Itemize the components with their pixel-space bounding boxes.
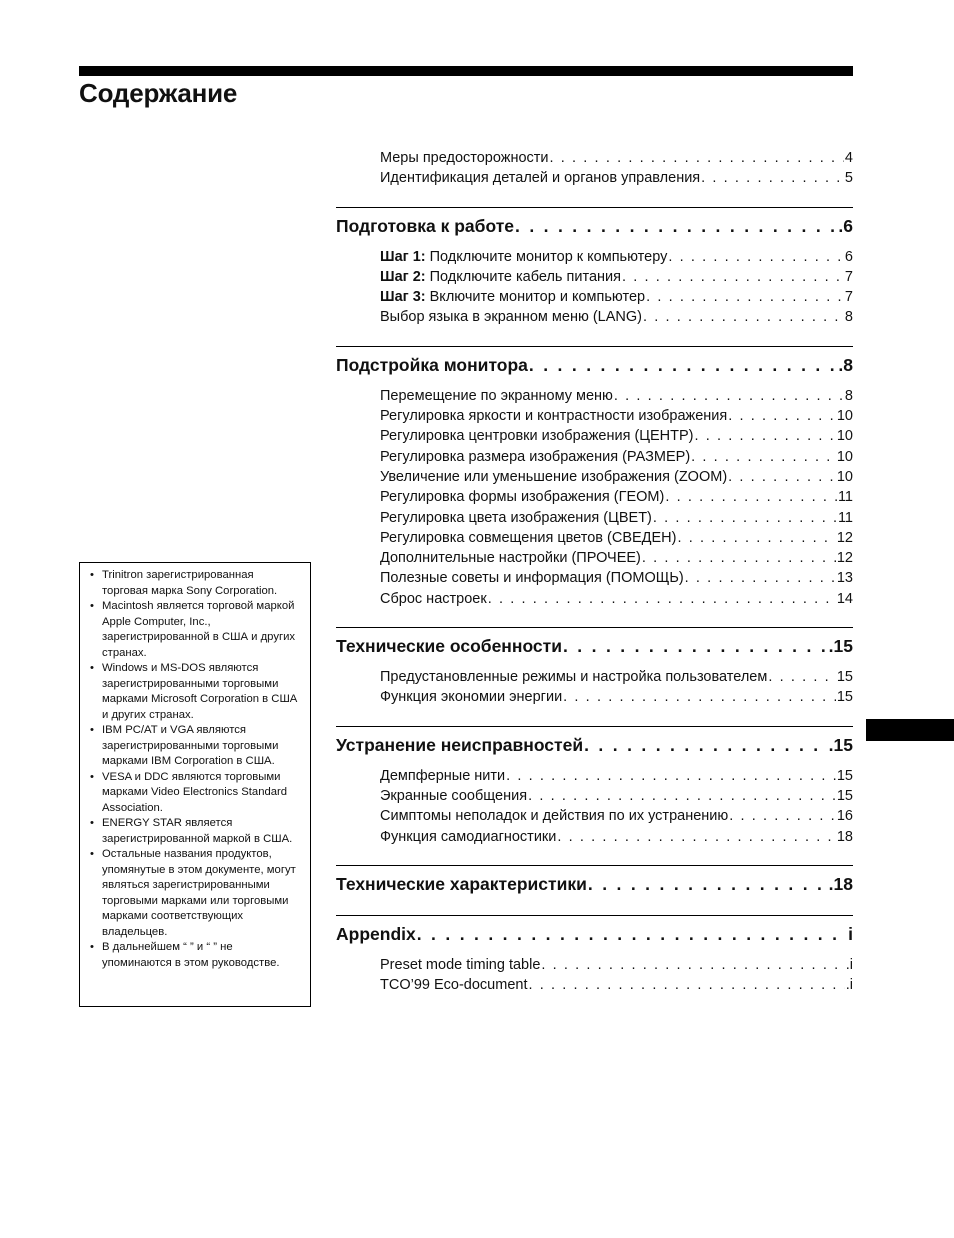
dot-leader xyxy=(729,806,836,826)
toc-entry-label xyxy=(380,487,664,507)
toc-heading-text: Подготовка к работе xyxy=(336,215,515,236)
toc-heading-text: Подстройка монитора xyxy=(336,354,528,375)
toc-entry-text: Меры предосторожности xyxy=(380,150,549,166)
toc-entry-label xyxy=(380,548,641,568)
dot-leader xyxy=(588,871,828,897)
toc-entry-label xyxy=(380,827,556,847)
dot-leader xyxy=(665,487,837,507)
dot-leader xyxy=(506,766,836,786)
toc-entry-label xyxy=(380,467,727,487)
toc-entry-label xyxy=(380,386,613,406)
toc-entry-page: 12 xyxy=(836,550,853,567)
toc-section xyxy=(336,915,853,996)
toc-heading-page: .18 xyxy=(828,873,853,894)
toc-entry-label xyxy=(380,267,621,287)
toc-sections xyxy=(336,207,853,996)
toc-entry[interactable] xyxy=(380,548,853,568)
toc-heading-text: Устранение неисправностей xyxy=(336,734,584,755)
dot-leader xyxy=(563,633,828,659)
toc-entry-page: 10 xyxy=(836,468,853,485)
toc-entry-text: Идентификация деталей и органов управления xyxy=(380,170,701,187)
dot-leader xyxy=(768,667,836,687)
toc-entry-page: 6 xyxy=(844,248,853,265)
toc-entry-page: 8 xyxy=(844,309,853,326)
toc-entry[interactable] xyxy=(380,667,853,687)
toc-entry-page: 4 xyxy=(844,150,853,166)
toc-entry-text: Дополнительные настройки (ПРОЧЕЕ) xyxy=(380,550,641,567)
toc-entry-text: Включите монитор и компьютер xyxy=(425,289,646,306)
toc-section xyxy=(336,346,853,609)
toc-heading-page: .6 xyxy=(838,215,853,236)
trademark-item: • Windows и MS-DOS являются зарегистрированными торговыми марками Microsoft Corporation в США и других странах. xyxy=(90,661,300,723)
toc-entry-label xyxy=(380,955,540,975)
toc-entry-text: Симптомы неполадок и действия по их устранению xyxy=(380,808,729,825)
section-tab-marker xyxy=(866,719,954,741)
toc-entry-label xyxy=(380,687,562,707)
dot-leader xyxy=(541,955,844,975)
toc-entry-page: 10 xyxy=(836,428,853,445)
toc-entry-text: Увеличение или уменьшение изображения (ZOOM) xyxy=(380,468,728,485)
toc-entry[interactable] xyxy=(380,766,853,786)
toc-entry-page: 8 xyxy=(844,387,853,404)
toc-entry[interactable] xyxy=(380,307,853,327)
toc-entry[interactable] xyxy=(380,589,853,609)
dot-leader xyxy=(695,426,836,446)
toc-entry-page: 10 xyxy=(836,408,853,425)
toc-entry-page: .i xyxy=(845,977,853,994)
trademark-item: • Macintosh является торговой маркой Apple Computer, Inc., зарегистрированной в США и других странах. xyxy=(90,599,300,661)
dot-leader xyxy=(685,568,836,588)
toc-entry-text: Регулировка совмещения цветов (СВЕДЕН) xyxy=(380,529,677,546)
trademark-item: • Остальные названия продуктов, упомянутые в этом документе, могут являться зарегистрированными торговыми марками или торговыми марками соответствующих владельцев. xyxy=(90,847,300,940)
dot-leader xyxy=(557,827,836,847)
toc-section-heading[interactable] xyxy=(336,352,853,378)
toc-section xyxy=(336,726,853,847)
toc-entry-page: 10 xyxy=(836,448,853,465)
toc-entry-page: 15 xyxy=(836,689,853,706)
toc-heading-page: .8 xyxy=(838,354,853,375)
toc-heading-text: Технические характеристики xyxy=(336,873,587,894)
trademark-item: • IBM PC/AT и VGA являются зарегистрированными торговыми марками IBM Corporation в США. xyxy=(90,723,300,770)
dot-leader xyxy=(728,467,836,487)
toc-entry-text: TCO’99 Eco-document xyxy=(380,977,528,994)
toc-entry[interactable] xyxy=(380,267,853,287)
toc-entry-text: Полезные советы и информация (ПОМОЩЬ) xyxy=(380,570,684,587)
toc-entry[interactable] xyxy=(380,148,853,168)
dot-leader xyxy=(563,687,836,707)
trademark-notice-box xyxy=(79,562,311,1007)
dot-leader xyxy=(728,406,836,426)
dot-leader xyxy=(668,247,844,267)
toc-section-heading[interactable] xyxy=(336,213,853,239)
toc-entry-page: 14 xyxy=(836,590,853,607)
toc-entry-label xyxy=(380,568,684,588)
toc-heading-page: .15 xyxy=(828,636,853,657)
toc-entry-page: 7 xyxy=(844,289,853,306)
toc-section-heading[interactable] xyxy=(336,871,853,897)
toc-entry-text: Preset mode timing table xyxy=(380,956,541,973)
toc-entry-text: Функция экономии энергии xyxy=(380,689,563,706)
toc-entry-page: 15 xyxy=(836,669,853,686)
dot-leader xyxy=(528,786,836,806)
toc-heading-page: .15 xyxy=(828,734,853,755)
toc-section-heading[interactable] xyxy=(336,921,853,947)
toc-entry[interactable] xyxy=(380,975,853,995)
toc-entry-page: 16 xyxy=(836,808,853,825)
toc-entry-page: 11 xyxy=(837,509,853,526)
toc-entry-text: Функция самодиагностики xyxy=(380,828,557,845)
toc-entry[interactable] xyxy=(380,426,853,446)
toc-section-heading[interactable] xyxy=(336,732,853,758)
toc-step-label: Шаг 1: xyxy=(380,248,426,265)
toc-entry-page: 15 xyxy=(836,787,853,804)
toc-entry-label xyxy=(380,247,667,267)
toc-entry-label xyxy=(380,528,676,548)
toc-entry-page: .i xyxy=(845,956,853,973)
toc-entry-label xyxy=(380,287,645,307)
toc-heading-text: Appendix xyxy=(336,923,416,944)
toc-entry[interactable] xyxy=(380,806,853,826)
toc-entry-page: 7 xyxy=(844,268,853,285)
dot-leader xyxy=(622,267,844,287)
toc-entry-label xyxy=(380,447,690,467)
trademark-item: • ENERGY STAR является зарегистрированной маркой в США. xyxy=(90,816,300,847)
dot-leader xyxy=(529,352,837,378)
toc-step-label: Шаг 3: xyxy=(380,289,426,306)
toc-entry[interactable] xyxy=(380,955,853,975)
toc-entry-text: Перемещение по экранному меню xyxy=(380,387,613,404)
toc-entry-label xyxy=(380,406,727,426)
dot-leader xyxy=(515,213,837,239)
dot-leader xyxy=(417,921,847,947)
dot-leader xyxy=(528,975,844,995)
toc-entry-label xyxy=(380,426,694,446)
trademark-item: • VESA и DDC являются торговыми марками Video Electronics Standard Association. xyxy=(90,770,300,817)
dot-leader xyxy=(701,168,844,188)
dot-leader xyxy=(584,732,828,758)
toc-section xyxy=(336,627,853,708)
dot-leader xyxy=(677,528,835,548)
toc-entry-label xyxy=(380,589,487,609)
trademark-item: • Trinitron зарегистрированная торговая марка Sony Corporation. xyxy=(90,568,300,599)
page-title: Содержание xyxy=(79,78,238,108)
toc-heading-page: i xyxy=(848,923,853,944)
toc-entry[interactable] xyxy=(380,827,853,847)
dot-leader xyxy=(691,447,836,467)
toc-entry-text: Подключите кабель питания xyxy=(425,268,621,285)
toc-entry[interactable] xyxy=(380,447,853,467)
toc-entry-label xyxy=(380,766,505,786)
toc-entry-text: Регулировка цвета изображения (ЦВЕТ) xyxy=(380,509,652,526)
toc-section xyxy=(336,207,853,328)
toc-entry-text: Экранные сообщения xyxy=(380,787,528,804)
dot-leader xyxy=(643,307,844,327)
dot-leader xyxy=(642,548,836,568)
toc-entry[interactable] xyxy=(380,467,853,487)
toc-entry-page: 11 xyxy=(837,489,853,506)
toc-entry-text: Подключите монитор к компьютеру xyxy=(425,248,668,265)
toc-entry[interactable] xyxy=(380,386,853,406)
toc-entry-text: Регулировка центровки изображения (ЦЕНТР) xyxy=(380,428,694,445)
toc-entry-page: 12 xyxy=(836,529,853,546)
dot-leader xyxy=(646,287,844,307)
toc-entry[interactable] xyxy=(380,487,853,507)
toc-entry-text: Выбор языка в экранном меню (LANG) xyxy=(380,309,642,326)
dot-leader xyxy=(550,148,844,168)
toc-step-label: Шаг 2: xyxy=(380,268,426,285)
toc-entry-label xyxy=(380,667,767,687)
toc-entry-text: Предустановленные режимы и настройка пользователем xyxy=(380,669,768,686)
toc-entry[interactable] xyxy=(380,528,853,548)
toc-entry-page: 5 xyxy=(844,170,853,187)
toc-entry-label xyxy=(380,806,728,826)
toc-entry-label xyxy=(380,975,527,995)
toc-entry[interactable] xyxy=(380,687,853,707)
toc-entry-text: Демпферные нити xyxy=(380,767,506,784)
dot-leader xyxy=(614,386,844,406)
toc-entry-page: 13 xyxy=(836,570,853,587)
toc-entry[interactable] xyxy=(380,406,853,426)
toc-entry[interactable] xyxy=(380,786,853,806)
toc-entry[interactable] xyxy=(380,287,853,307)
toc-entry-page: 15 xyxy=(836,767,853,784)
toc-entry-page: 18 xyxy=(836,828,853,845)
trademark-item: • В дальнейшем “ ” и “ ” не упоминаются в этом руководстве. xyxy=(90,940,300,971)
title-rule xyxy=(79,66,853,76)
toc-entry-text: Сброс настроек xyxy=(380,590,487,607)
toc-entry-label xyxy=(380,508,652,528)
toc-entry-text: Регулировка размера изображения (РАЗМЕР) xyxy=(380,448,691,465)
toc-section xyxy=(336,865,853,897)
toc-entry[interactable] xyxy=(380,247,853,267)
toc-heading-text: Технические особенности xyxy=(336,636,562,657)
intro-entries xyxy=(336,148,853,189)
toc-entry[interactable] xyxy=(380,568,853,588)
toc-entry[interactable] xyxy=(380,508,853,528)
dot-leader xyxy=(653,508,837,528)
toc-section-heading[interactable] xyxy=(336,633,853,659)
toc-entry[interactable] xyxy=(380,168,853,188)
trademark-list xyxy=(90,568,300,971)
toc-entry-label xyxy=(380,307,642,327)
table-of-contents xyxy=(336,148,853,995)
toc-entry-label xyxy=(380,786,527,806)
toc-entry-text: Регулировка яркости и контрастности изображения xyxy=(380,408,728,425)
toc-entry-text: Регулировка формы изображения (ГЕОМ) xyxy=(380,489,665,506)
dot-leader xyxy=(488,589,836,609)
